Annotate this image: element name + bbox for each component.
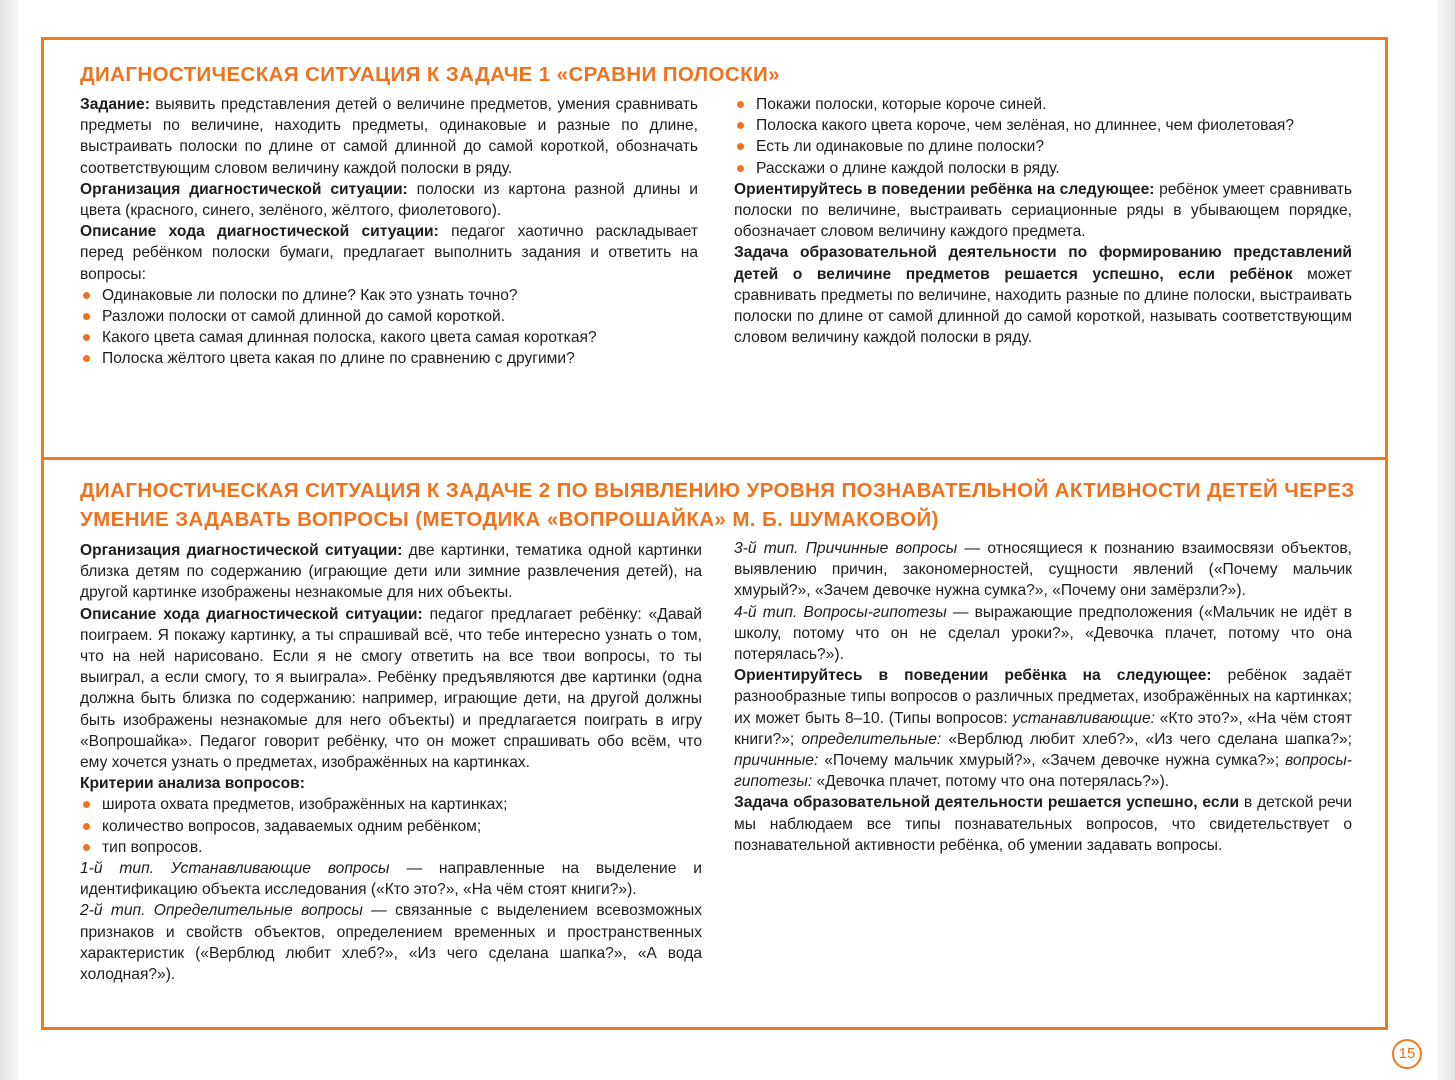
desc-label: Описание хода диагностической ситуации: <box>80 605 423 623</box>
result-text: может сравнивать предметы по величине, находить разные по длине полоски, выстраивать полоски по длине от самой длинной до самой короткой, называть соответствующим словом величину каждой полоски в ряду. <box>734 265 1353 347</box>
list-item: широта охвата предметов, изображённых на картинках; <box>80 794 702 815</box>
section-1-right-column <box>734 94 1352 348</box>
orient-paragraph <box>734 179 1352 243</box>
type1-text: — направленные на выделение и идентификацию объекта исследования («Кто это?», «На чём стоят книги?»). <box>80 860 703 899</box>
type-term: причинные: <box>734 752 819 770</box>
questions-list-left <box>80 285 698 370</box>
section-1-frame <box>41 37 1388 460</box>
result-paragraph <box>734 242 1352 348</box>
section-2-title: ДИАГНОСТИЧЕСКАЯ СИТУАЦИЯ К ЗАДАЧЕ 2 ПО ВЫЯВЛЕНИЮ УРОВНЯ ПОЗНАВАТЕЛЬНОЙ АКТИВНОСТИ ДЕТЕЙ ЧЕРЕЗ УМЕНИЕ ЗАДАВАТЬ ВОПРОСЫ (МЕТОДИКА «ВОПРОШАЙКА» М. Б. ШУМАКОВОЙ) <box>80 479 1355 531</box>
task-paragraph <box>80 94 698 179</box>
criteria-heading <box>80 773 702 794</box>
result-label: Задача образовательной деятельности решается успешно, если <box>734 794 1240 812</box>
criteria-label: Критерии анализа вопросов: <box>80 775 305 793</box>
desc-text: педагог хаотично раскладывает перед ребёнком полоски бумаги, предлагает выполнить задания и ответить на вопросы: <box>80 223 698 283</box>
desc-text: педагог предлагает ребёнку: «Давай поиграем. Я покажу картинку, а ты спрашивай всё, что тебе интересно узнать о том, что на ней нарисовано. Если я не смогу ответить на все твои вопросы, то ты выиграл, а если смогу, то я выиграла». Ребёнку предъявляются две картинки (одна должна быть близка по содержанию: например, играющие дети, на другой должны быть изображены незнакомые для него объекты) и предлагается поиграть в игру «Вопрошайка». Педагог говорит ребёнку, что он может спрашивать обо всём, что ему хочется узнать о предметах, изображённых на картинках. <box>80 605 702 772</box>
list-item: Покажи полоски, которые короче синей. <box>734 94 1352 115</box>
type-examples: «Кто это?», «На чём стоят книги?»; <box>734 709 1352 748</box>
task-label: Задание: <box>80 96 150 113</box>
page-edge-left <box>0 0 18 1080</box>
type-examples: «Верблюд любит хлеб?», «Из чего сделана шапка?»; <box>941 730 1352 748</box>
type-examples: «Почему мальчик хмурый?», «Зачем девочке нужна сумка?»; <box>818 752 1286 770</box>
orient-paragraph <box>734 665 1352 792</box>
page-edge-right <box>1437 0 1455 1080</box>
type-term: вопросы-гипотезы: <box>734 752 1352 791</box>
type1-paragraph <box>80 858 702 900</box>
list-item: количество вопросов, задаваемых одним ребёнком; <box>80 816 702 837</box>
section-2-left-column <box>80 540 702 985</box>
type4-text: — выражающие предположения («Мальчик не идёт в школу, потому что он не сделал уроки?», «Девочка плачет, потому что она потерялась?»). <box>734 603 1352 664</box>
section-2-frame <box>41 457 1388 1030</box>
orient-text: ребёнок умеет сравнивать полоски по величине, выстраивать сериационные ряды в убывающем порядке, обозначает словом величину каждого предмета. <box>734 180 1352 241</box>
type3-text: — относящиеся к познанию взаимосвязи объектов, выявлению причин, закономерностей, сущности явлений («Почему мальчик хмурый?», «Зачем девочке нужна сумка?», «Почему они замёрзли?»). <box>734 540 1352 600</box>
list-item: Какого цвета самая длинная полоска, какого цвета самая короткая? <box>80 327 698 348</box>
list-item: Разложи полоски от самой длинной до самой короткой. <box>80 306 698 327</box>
questions-list-right <box>734 94 1352 179</box>
task-text: выявить представления детей о величине предметов, умения сравнивать предметы по величине, находить предметы, одинаковые и разные по длине, выстраивать полоски по длине от самой длинной до самой короткой, обозначать соответствующим словом величину каждой полоски в ряду. <box>80 96 698 177</box>
org-text: две картинки, тематика одной картинки близка детям по содержанию (играющие дети или зимние развлечения детей), на другой картинке изображены незнакомые для них объекты. <box>80 542 702 602</box>
list-item: Расскажи о длине каждой полоски в ряду. <box>734 158 1352 179</box>
type-term: определительные: <box>801 730 942 748</box>
orient-label: Ориентируйтесь в поведении ребёнка на следующее: <box>734 180 1155 198</box>
type2-text: — связанные с выделением всевозможных признаков и свойств объектов, определением временных и пространственных характеристик («Верблюд любит хлеб?», «Из чего сделана шапка?», «А вода холодная?»). <box>80 902 702 984</box>
type1-label: 1-й тип. Устанавливающие вопросы <box>80 860 390 878</box>
org-paragraph <box>80 540 702 604</box>
org-text: полоски из картона разной длины и цвета (красного, синего, зелёного, жёлтого, фиолетового). <box>80 180 699 220</box>
result-label: Задача образовательной деятельности по формированию представлений детей о величине предметов решается успешно, если ребёнок <box>734 244 1352 283</box>
type4-paragraph <box>734 602 1352 666</box>
list-item: Полоска жёлтого цвета какая по длине по сравнению с другими? <box>80 348 698 369</box>
result-text: в детской речи мы наблюдаем все типы познавательных вопросов, что свидетельствует о познавательной активности ребёнка, об умении задавать вопросы. <box>734 794 1352 854</box>
type3-paragraph <box>734 538 1352 602</box>
desc-label: Описание хода диагностической ситуации: <box>80 223 439 241</box>
org-label: Организация диагностической ситуации: <box>80 180 408 198</box>
org-paragraph <box>80 179 698 221</box>
criteria-list <box>80 794 702 858</box>
org-label: Организация диагностической ситуации: <box>80 542 403 559</box>
section-1-title: ДИАГНОСТИЧЕСКАЯ СИТУАЦИЯ К ЗАДАЧЕ 1 «СРАВНИ ПОЛОСКИ» <box>80 63 780 86</box>
list-item: Есть ли одинаковые по длине полоски? <box>734 136 1352 157</box>
type-term: устанавливающие: <box>1012 709 1155 727</box>
desc-paragraph <box>80 221 698 285</box>
list-item: тип вопросов. <box>80 837 702 858</box>
type2-paragraph <box>80 900 702 985</box>
type-examples: «Девочка плачет, потому что она потерялась?»). <box>812 773 1170 791</box>
type3-label: 3-й тип. Причинные вопросы <box>734 540 958 557</box>
list-item: Одинаковые ли полоски по длине? Как это узнать точно? <box>80 285 698 306</box>
type2-label: 2-й тип. Определительные вопросы <box>80 902 363 920</box>
desc-paragraph <box>80 604 702 774</box>
type4-label: 4-й тип. Вопросы-гипотезы <box>734 603 947 621</box>
page-number: 15 <box>1392 1039 1422 1069</box>
section-2-right-column <box>734 538 1352 856</box>
result-paragraph <box>734 792 1352 856</box>
orient-label: Ориентируйтесь в поведении ребёнка на следующее: <box>734 667 1212 685</box>
list-item: Полоска какого цвета короче, чем зелёная, но длиннее, чем фиолетовая? <box>734 115 1352 136</box>
section-1-left-column <box>80 94 698 370</box>
orient-text: ребёнок задаёт разнообразные типы вопросов о различных предметах, изображённых на картинках; их может быть 8–10. (Типы вопросов: <box>734 667 1352 727</box>
